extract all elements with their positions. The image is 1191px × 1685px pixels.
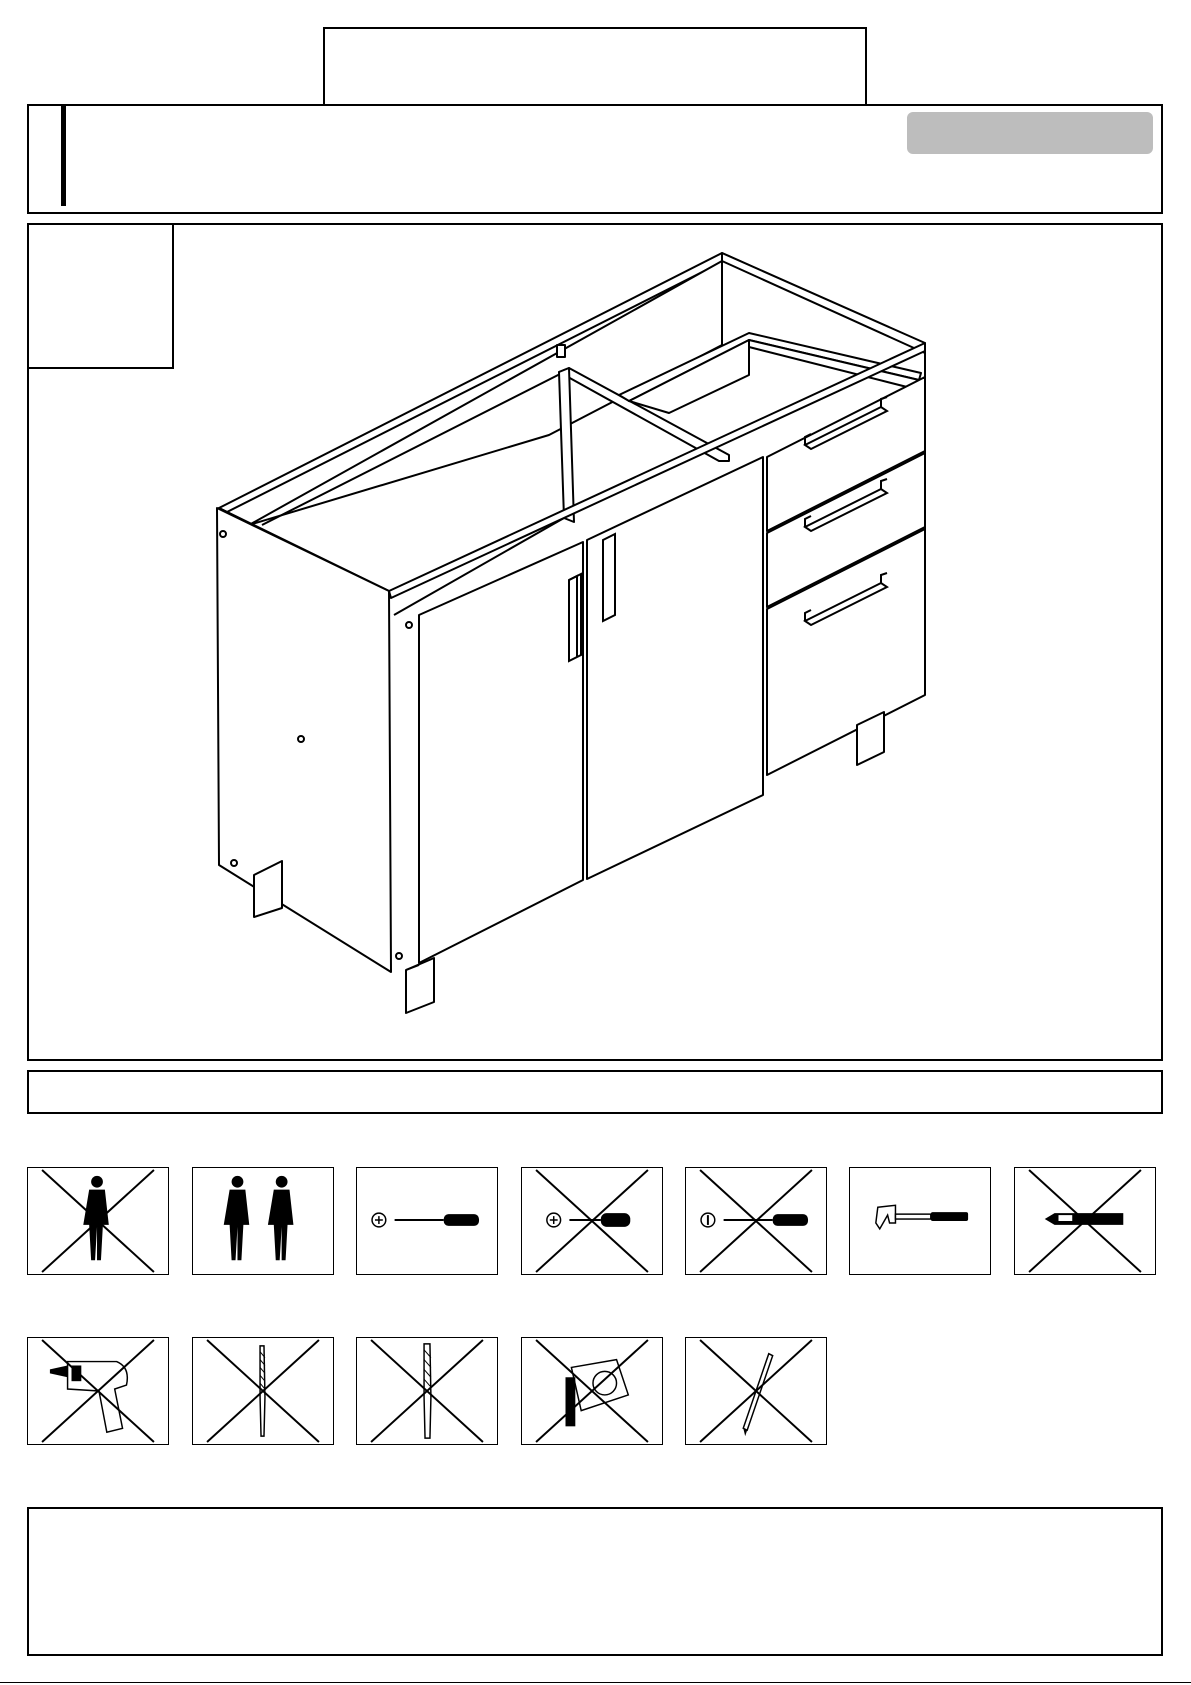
two-persons-icon <box>193 1168 333 1274</box>
illustration-panel <box>27 223 1163 1061</box>
title-tab <box>323 27 867 105</box>
power-drill-icon <box>28 1338 168 1444</box>
hammer-icon <box>850 1168 990 1274</box>
tool-tape-measure <box>521 1337 663 1445</box>
header-bar <box>27 104 1163 214</box>
flathead-screwdriver-icon <box>686 1168 826 1274</box>
one-person-icon <box>28 1168 168 1274</box>
model-code-badge <box>907 112 1153 154</box>
pencil-icon <box>686 1338 826 1444</box>
tool-one-person <box>27 1167 169 1275</box>
tool-pencil <box>685 1337 827 1445</box>
caption-bar <box>27 1070 1163 1114</box>
footer-rule <box>0 1682 1191 1683</box>
header-accent-bar <box>61 106 66 206</box>
tool-flathead-screwdriver <box>685 1167 827 1275</box>
tool-small-phillips-screwdriver <box>521 1167 663 1275</box>
drill-bit-icon <box>193 1338 333 1444</box>
tool-utility-knife <box>1014 1167 1156 1275</box>
tool-two-persons <box>192 1167 334 1275</box>
tool-power-drill <box>27 1337 169 1445</box>
small-phillips-screwdriver-icon <box>522 1168 662 1274</box>
phillips-screwdriver-icon <box>357 1168 497 1274</box>
tape-measure-icon <box>522 1338 662 1444</box>
drill-bit-large-icon <box>357 1338 497 1444</box>
tool-drill-bit-large <box>356 1337 498 1445</box>
tool-hammer <box>849 1167 991 1275</box>
notes-box <box>27 1507 1163 1656</box>
tool-phillips-screwdriver <box>356 1167 498 1275</box>
cabinet-illustration <box>29 225 1161 1059</box>
tool-drill-bit <box>192 1337 334 1445</box>
utility-knife-icon <box>1015 1168 1155 1274</box>
